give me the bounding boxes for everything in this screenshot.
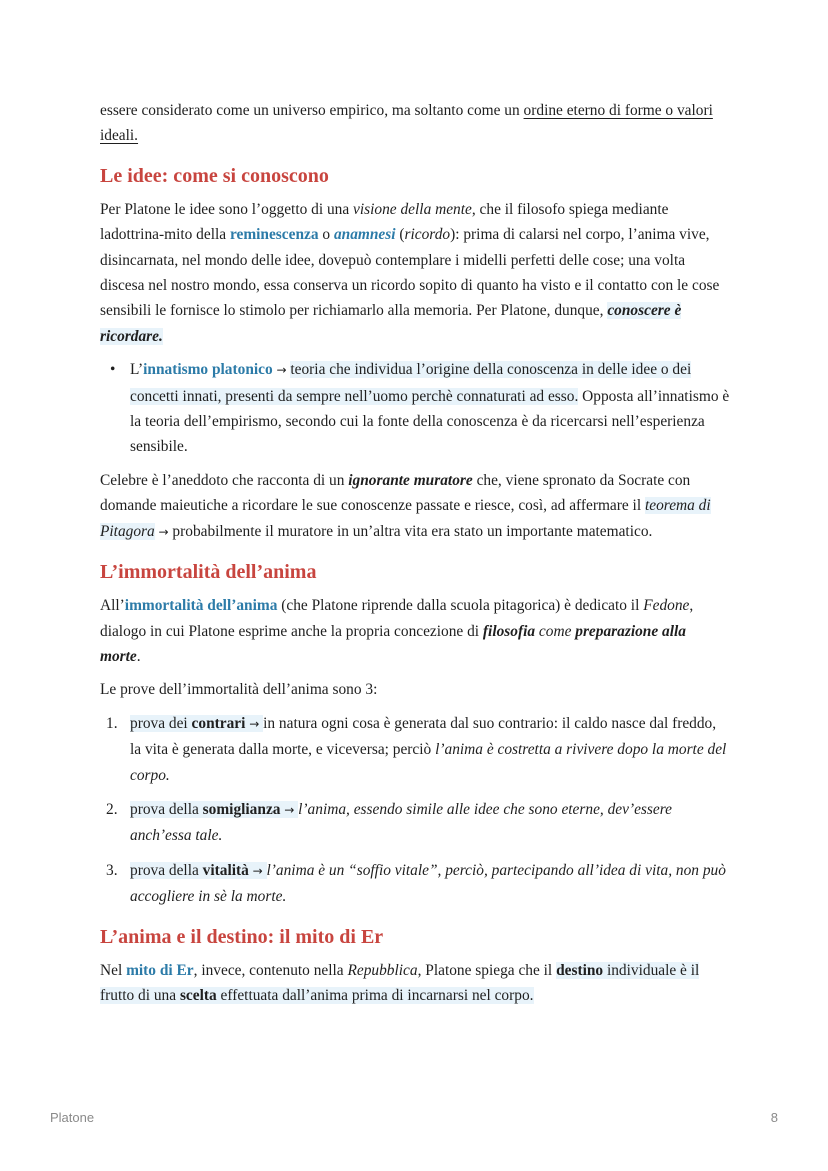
list-item-innatismo: • L’innatismo platonico → teoria che individua l’origine della conoscenza in delle idee o dei concetti innati, presenti da sempre nell’uomo perchè connaturati ad esso. Opposta all’innatismo è la teoria dell’empirismo, secondo cui la fonte della conoscenza è da ricercarsi nell’esperienza sensibile. <box>130 357 730 460</box>
arrow-icon: → <box>154 524 173 539</box>
paragraph-immortalita: All’immortalità dell’anima (che Platone riprende dalla scuola pitagorica) è dedicato il Fedone, dialogo in cui Platone esprime anche la propria concezione di filosofia come preparazione alla morte. <box>100 597 694 665</box>
term-immortalita: immortalità dell’anima <box>124 597 278 615</box>
intro-text: essere considerato come un universo empirico, ma soltanto come un <box>100 102 524 119</box>
term-mito-di-er: mito di Er <box>126 961 194 979</box>
section-heading-immortalita: L’immortalità dell’anima <box>100 561 317 584</box>
term-reminescenza: reminescenza <box>229 226 319 244</box>
term-innatismo: innatismo platonico <box>143 361 273 379</box>
intro-underlined-text: ordine eterno di forme o valori ideali. <box>100 102 713 145</box>
term-ignorante-muratore: ignorante muratore <box>348 471 473 489</box>
footer-title: Platone <box>50 1110 95 1125</box>
term-anamnesi: anamnesi <box>333 226 396 244</box>
section-heading-mito-er: L’anima e il destino: il mito di Er <box>100 925 384 948</box>
list-item-somiglianza: 2. prova della somiglianza → l’anima, essendo simile alle idee che sono eterne, dev’essere anch’essa tale. <box>106 800 672 845</box>
paragraph-prove-intro: Le prove dell’immortalità dell’anima sono 3: <box>100 681 378 699</box>
arrow-icon: → <box>272 363 291 378</box>
paragraph-mito-er: Nel mito di Er, invece, contenuto nella Repubblica, Platone spiega che il destino individuale è il frutto di una scelta effettuata dall’anima prima di incarnarsi nel corpo. <box>100 961 700 1004</box>
list-item-vitalita: 3. prova della vitalità → l’anima è un “soffio vitale”, perciò, partecipando all’idea di vita, non può accogliere in sè la morte. <box>106 861 726 906</box>
paragraph-idee: Per Platone le idee sono l’oggetto di una visione della mente, che il filosofo spiega mediante ladottrina-mito della reminescenza o anamnesi (ricordo): prima di calarsi nel corpo, l’anima vive, disincarnata, nel mondo delle idee, dovepuò contemplare i midelli perfetti delle cose; una volta discesa nel nostro mondo, essa conserva un ricordo sopito di quanto ha visto e il contatto con le cose sensibili le fornisce lo stimolo per richiamarlo alla memoria. Per Platone, dunque, conoscere è ricordare. <box>100 200 720 345</box>
list-item-contrari: 1. prova dei contrari → in natura ogni cosa è generata dal suo contrario: il caldo nasce dal freddo, la vita è generata dalla morte, e viceversa; perciò l’anima è costretta a rivivere dopo la morte del corpo. <box>106 714 727 784</box>
bullet-list <box>100 357 730 460</box>
section-heading-idee: Le idee: come si conoscono <box>100 164 329 187</box>
page-number: 8 <box>770 1110 778 1125</box>
arrow-icon: → <box>245 716 264 731</box>
numbered-list <box>100 711 730 910</box>
arrow-icon: → <box>248 863 267 878</box>
bullet-mark: • <box>110 361 116 379</box>
document-page <box>100 98 730 1016</box>
intro-paragraph <box>100 98 730 149</box>
highlight-conoscere: conoscere è ricordare. <box>100 302 682 345</box>
arrow-icon: → <box>280 802 299 817</box>
paragraph-muratore: Celebre è l’aneddoto che racconta di un ignorante muratore che, viene spronato da Socrate con domande maieutiche a ricordare le sue conoscenze passate e riesce, così, ad affermare il teorema di Pitagora → probabilmente il muratore in un’altra vita era stato un importante matematico. <box>100 471 711 540</box>
